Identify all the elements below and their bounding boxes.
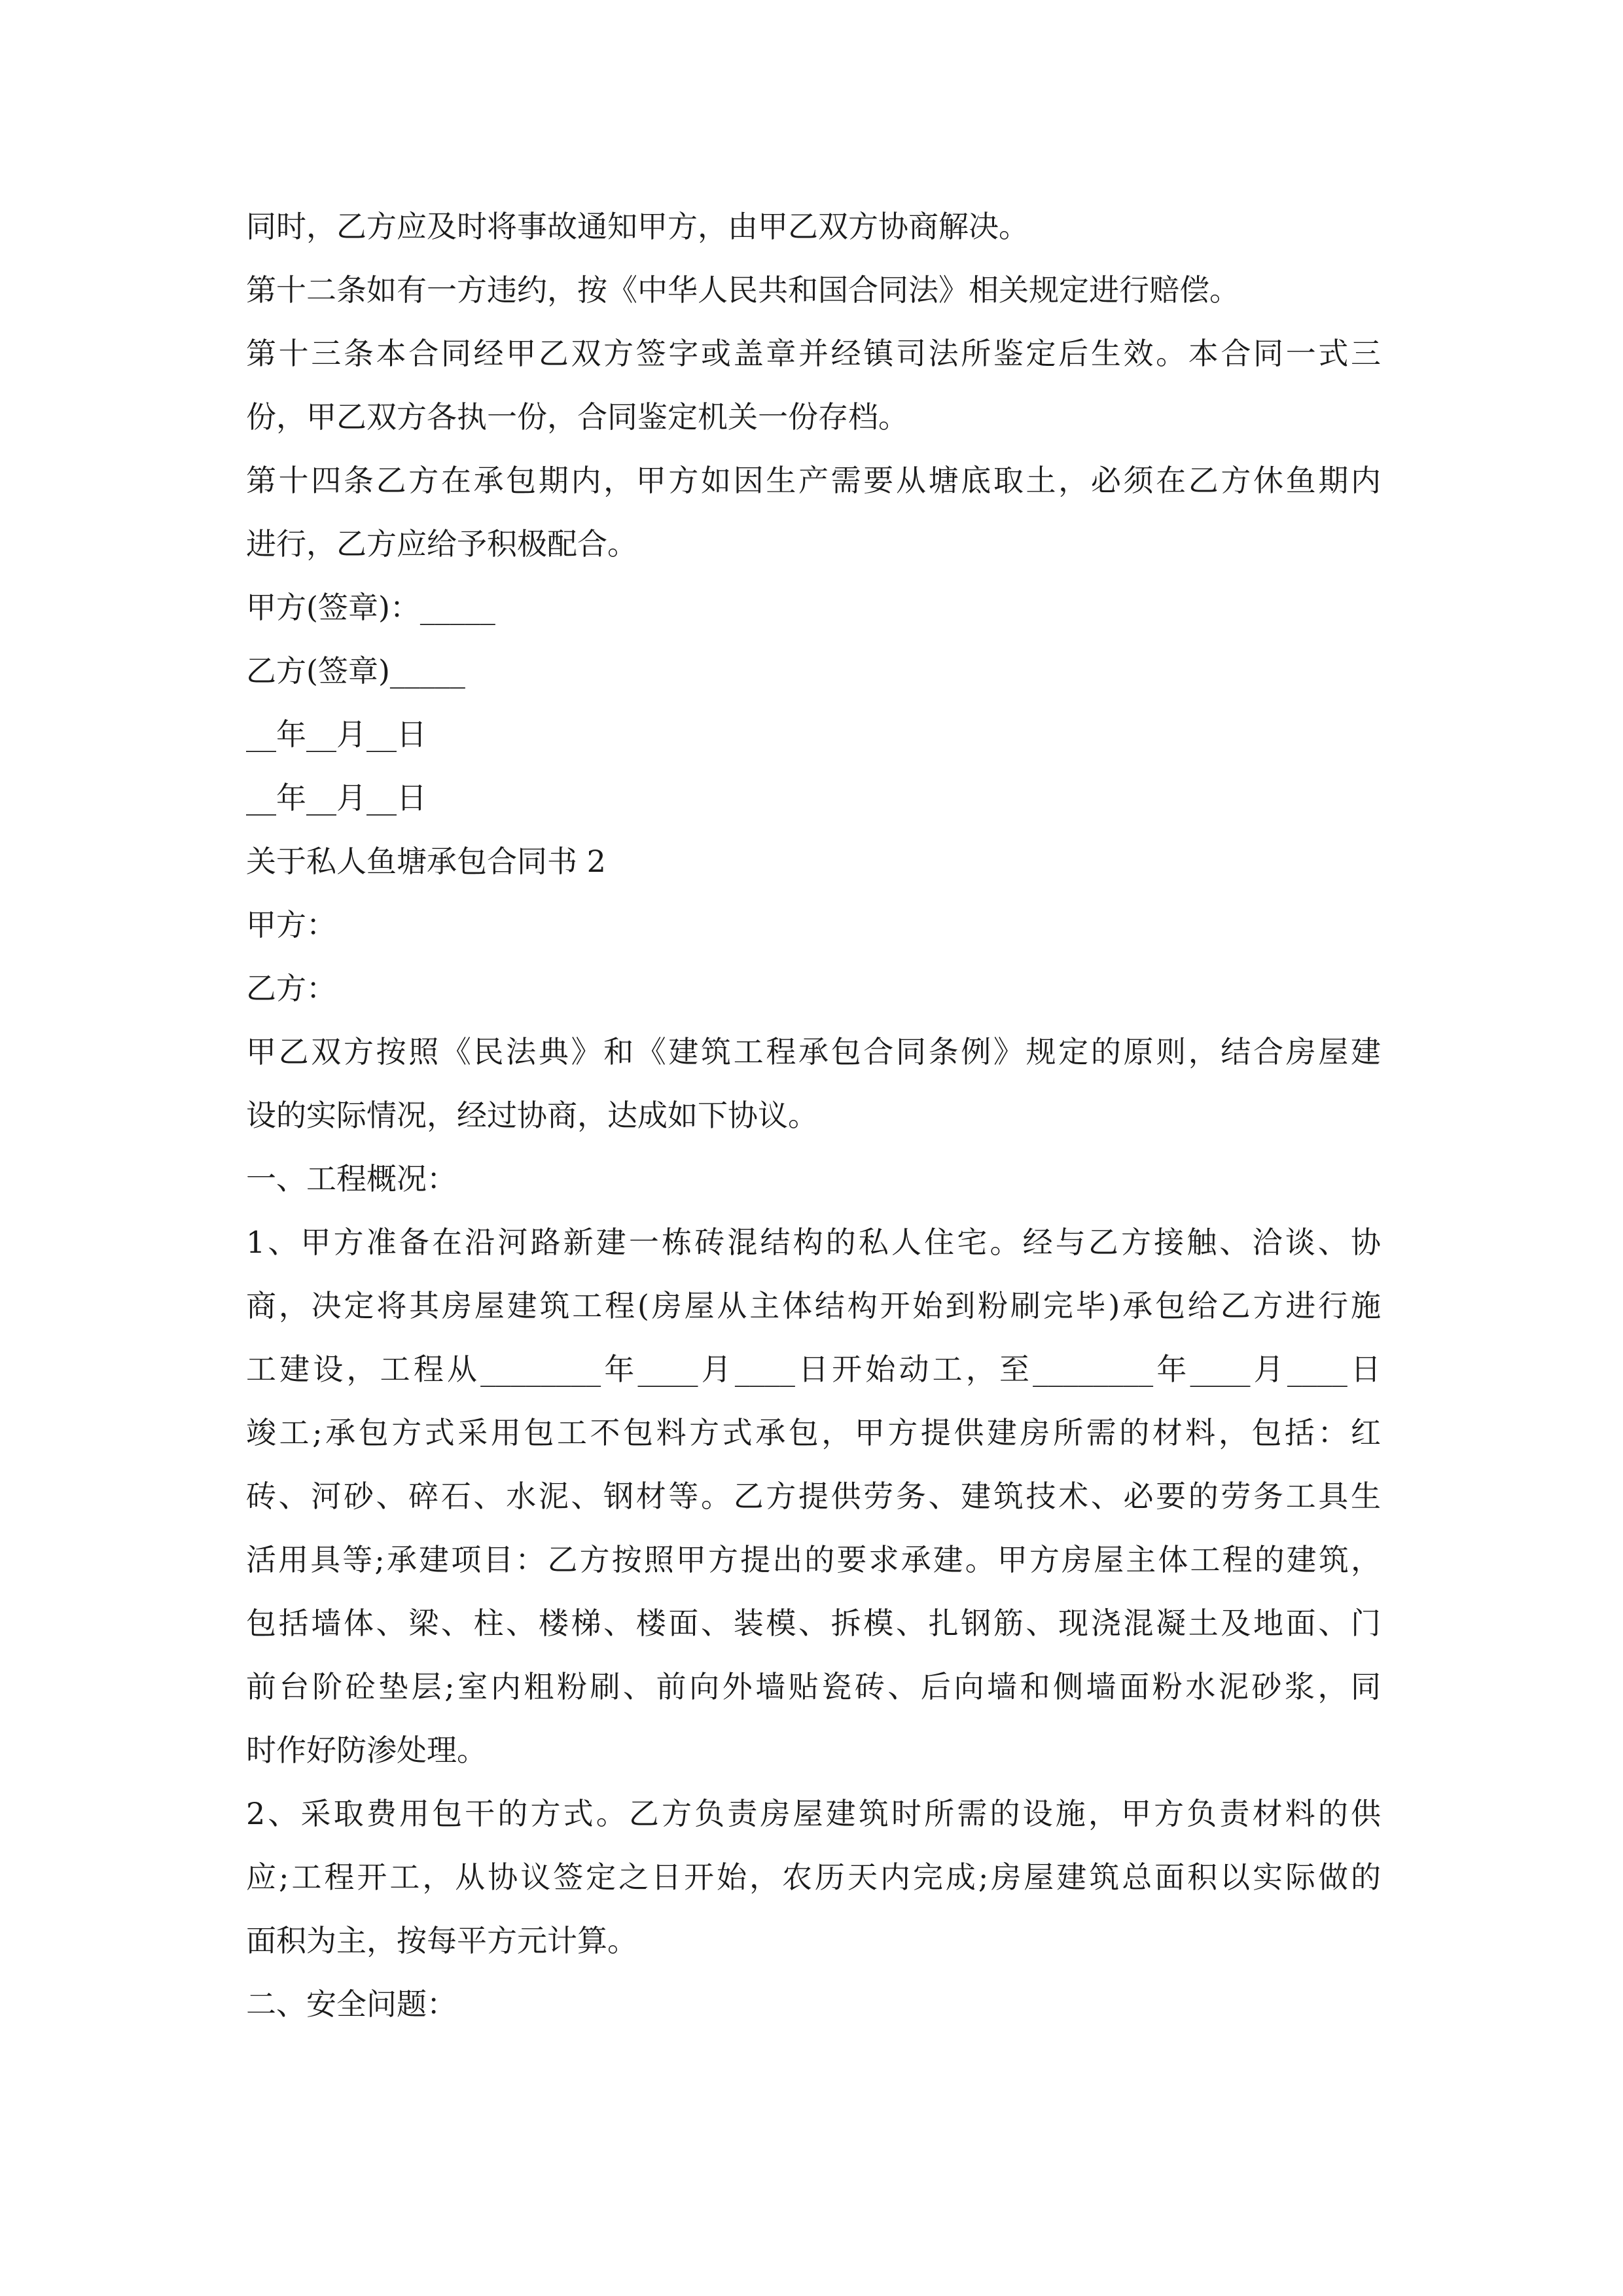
text-line-article-13-cont: 份，甲乙双方各执一份，合同鉴定机关一份存档。 [246, 399, 908, 435]
text-line-item-1-f: 活用具等;承建项目：乙方按照甲方提出的要求承建。甲方房屋主体工程的建筑， [246, 1542, 1381, 1577]
text-line-item-2: 2、采取费用包干的方式。乙方负责房屋建筑时所需的设施，甲方负责材料的供 [246, 1796, 1381, 1831]
party-b-label: 乙方： [246, 971, 336, 1006]
text-line-item-1-g: 包括墙体、梁、柱、楼梯、楼面、装模、拆模、扎钢筋、现浇混凝土及地面、门 [246, 1605, 1381, 1641]
text-line-item-1-c: 工建设，工程从________年____月____日开始动工，至________年____月____日 [246, 1352, 1381, 1387]
signature-party-b: 乙方(签章)_____ [246, 653, 465, 689]
section-heading-safety: 二、安全问题： [246, 1986, 457, 2022]
text-line-item-1-i: 时作好防渗处理。 [246, 1732, 487, 1768]
text-line-item-1-b: 商，决定将其房屋建筑工程(房屋从主体结构开始到粉刷完毕)承包给乙方进行施 [246, 1288, 1381, 1323]
signature-party-a: 甲方(签章)：_____ [246, 590, 495, 625]
text-line-article-12: 第十二条如有一方违约，按《中华人民共和国合同法》相关规定进行赔偿。 [246, 272, 1240, 308]
text-line-article-14-cont: 进行，乙方应给予积极配合。 [246, 526, 637, 562]
text-line-article-13: 第十三条本合同经甲乙双方签字或盖章并经镇司法所鉴定后生效。本合同一式三 [246, 336, 1381, 371]
party-a-label: 甲方： [246, 907, 336, 942]
section-heading-overview: 一、工程概况： [246, 1161, 457, 1196]
text-line-item-1: 1、甲方准备在沿河路新建一栋砖混结构的私人住宅。经与乙方接触、洽谈、协 [246, 1225, 1381, 1260]
contract-title-2: 关于私人鱼塘承包合同书 2 [246, 844, 606, 879]
date-line-1: __年__月__日 [246, 717, 427, 752]
date-line-2: __年__月__日 [246, 780, 427, 816]
text-line-item-1-h: 前台阶砼垫层;室内粗粉刷、前向外墙贴瓷砖、后向墙和侧墙面粉水泥砂浆，同 [246, 1669, 1381, 1704]
text-line-article-14: 第十四条乙方在承包期内，甲方如因生产需要从塘底取土，必须在乙方休鱼期内 [246, 463, 1381, 498]
text-line-item-1-d: 竣工;承包方式采用包工不包料方式承包，甲方提供建房所需的材料，包括：红 [246, 1415, 1381, 1450]
text-line-accident-notice: 同时，乙方应及时将事故通知甲方，由甲乙双方协商解决。 [246, 209, 1029, 244]
document-body [246, 195, 1381, 2036]
text-line-preamble-cont: 设的实际情况，经过协商，达成如下协议。 [246, 1098, 818, 1133]
text-line-item-1-e: 砖、河砂、碎石、水泥、钢材等。乙方提供劳务、建筑技术、必要的劳务工具生 [246, 1479, 1381, 1514]
text-line-item-2-c: 面积为主，按每平方元计算。 [246, 1923, 637, 1958]
text-line-preamble: 甲乙双方按照《民法典》和《建筑工程承包合同条例》规定的原则，结合房屋建 [246, 1034, 1381, 1069]
text-line-item-2-b: 应;工程开工，从协议签定之日开始，农历天内完成;房屋建筑总面积以实际做的 [246, 1859, 1381, 1895]
